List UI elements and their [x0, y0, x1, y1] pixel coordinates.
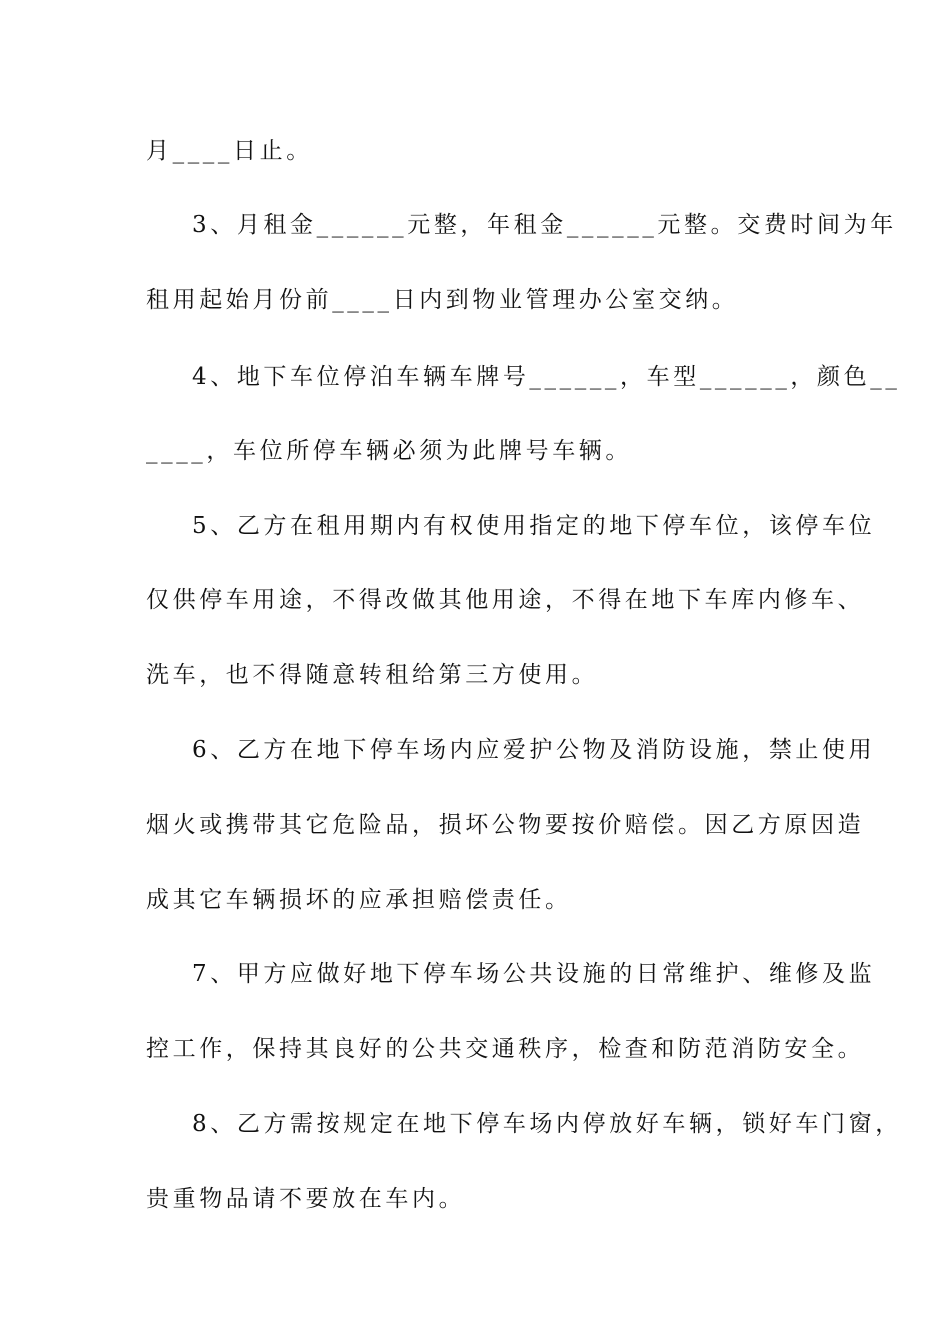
paragraph-3-line-1: 3、月租金______元整，年租金______元整。交费时间为年 [192, 212, 897, 238]
paragraph-5-line-3: 洗车，也不得随意转租给第三方使用。 [146, 662, 599, 688]
paragraph-3-line-2: 租用起始月份前____日内到物业管理办公室交纳。 [146, 287, 739, 313]
paragraph-5-line-1: 5、乙方在租用期内有权使用指定的地下停车位，该停车位 [192, 513, 876, 539]
text-line: 月____日止。 [146, 138, 313, 164]
paragraph-4-line-2: ____，车位所停车辆必须为此牌号车辆。 [146, 438, 632, 464]
paragraph-5-line-2: 仅供停车用途，不得改做其他用途，不得在地下车库内修车、 [146, 587, 865, 613]
paragraph-7-line-1: 7、甲方应做好地下停车场公共设施的日常维护、维修及监 [192, 961, 876, 987]
paragraph-6-line-3: 成其它车辆损坏的应承担赔偿责任。 [146, 887, 572, 913]
paragraph-4-line-1: 4、地下车位停泊车辆车牌号______，车型______，颜色__ [192, 364, 901, 390]
paragraph-8-line-2: 贵重物品请不要放在车内。 [146, 1186, 466, 1212]
paragraph-6-line-1: 6、乙方在地下停车场内应爱护公物及消防设施，禁止使用 [192, 737, 876, 763]
paragraph-8-line-1: 8、乙方需按规定在地下停车场内停放好车辆，锁好车门窗， [192, 1111, 902, 1137]
paragraph-6-line-2: 烟火或携带其它危险品，损坏公物要按价赔偿。因乙方原因造 [146, 812, 865, 838]
paragraph-7-line-2: 控工作，保持其良好的公共交通秩序，检查和防范消防安全。 [146, 1036, 865, 1062]
